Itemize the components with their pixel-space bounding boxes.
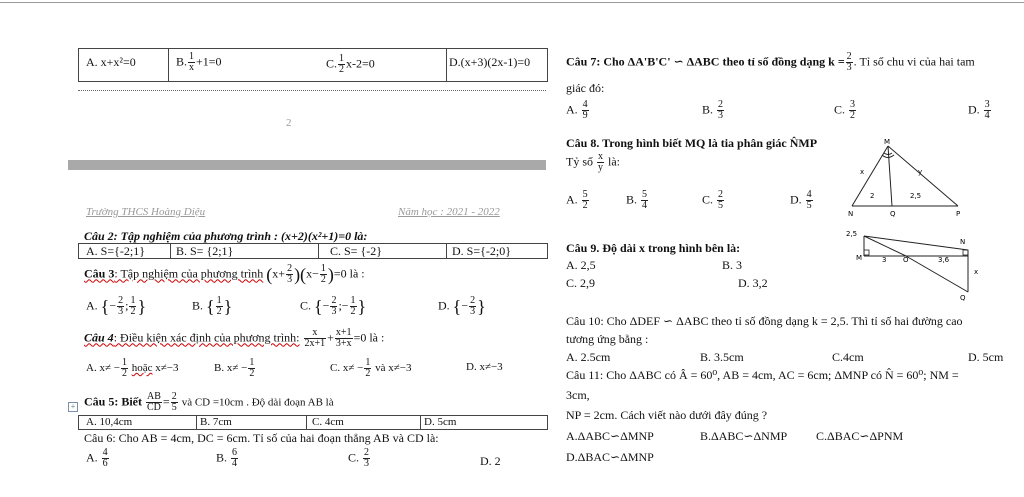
q7-question-line2: giác đó: (566, 81, 605, 95)
q11-option-d: D.ΔBAC∽ΔMNP (566, 450, 654, 464)
table-divider (420, 415, 421, 429)
q10-option-c: C.4cm (832, 350, 864, 364)
q7-question: Câu 7: Cho ΔA'B'C' ∽ ΔABC theo tỉ số đồng dạng k = $\frac{2}{3}$ . Tỉ số chu vi của hai tam (566, 51, 975, 73)
label-m: M (884, 138, 891, 146)
bisector-mq (888, 146, 892, 206)
right-angle-mark (963, 250, 968, 255)
top-border-line (0, 2, 1024, 3)
q6-option-c: C. $\frac{2}{3}$ (348, 447, 370, 469)
q10-question-line2: tương ứng bằng : (566, 332, 649, 346)
q3-option-b: B. { $\frac{1}{2}$ } (192, 295, 233, 317)
q10-option-a: A. 2.5cm (566, 350, 611, 364)
q3-option-a: A. {− $\frac{2}{3}$ ; $\frac{1}{2}$ } (86, 295, 147, 317)
label-o: O (903, 256, 909, 264)
q2-option-d: D. S={-2;0} (452, 244, 511, 258)
label-p: P (956, 210, 961, 218)
q5-question: Câu 5: Biết $\frac{AB}{CD}$ = $\frac{2}{5}$ và CD =10cm . Độ dài đoạn AB là (84, 391, 334, 413)
q4-question: Câu 4: Điều kiện xác định của phương trình: $\frac{x}{2x+1}$ + $\frac{x+1}{3+x}$ =0 là : (84, 327, 385, 349)
segment-mp (888, 146, 958, 206)
q8-option-d: D. $\frac{4}{5}$ (790, 189, 812, 211)
school-header: Trường THCS Hoàng Diệu (86, 206, 206, 218)
q4-option-c: C. x≠ − $\frac{1}{2}$ và x≠−3 (330, 357, 412, 379)
angle-arc-mark (882, 155, 894, 158)
q8-option-b: B. $\frac{5}{4}$ (626, 189, 648, 211)
triangle-figure-2 (840, 222, 986, 306)
q8-option-a: A. $\frac{5}{2}$ (566, 189, 588, 211)
label-q: Q (890, 210, 896, 218)
q5-option-d: D. 5cm (424, 416, 457, 428)
label-q: Q (960, 294, 966, 302)
label-3-6: 3,6 (938, 256, 950, 264)
q8-ratio: Tỷ số $\frac{x}{y}$ là: (566, 151, 620, 173)
table-divider (196, 415, 197, 429)
label-2: 2 (870, 192, 875, 200)
table-divider (168, 48, 169, 81)
q7-option-d: D. $\frac{3}{4}$ (968, 99, 990, 121)
q11-question: Câu 11: Cho ΔABC có Â = 60⁰, AB = 4cm, AC = 6cm; ΔMNP có N̂ = 60⁰; NM = (566, 368, 959, 382)
q5-option-b: B. 7cm (200, 416, 232, 428)
table-divider (318, 243, 319, 258)
table-divider (446, 48, 447, 81)
table-divider (170, 243, 171, 258)
q3-option-d: D. {− $\frac{2}{3}$ } (438, 295, 486, 317)
table-move-handle-icon[interactable]: + (68, 402, 78, 412)
label-3: 3 (882, 256, 887, 264)
q2-title: Câu 2: Tập nghiệm của phương trình : (x+2)(x²+1)=0 là: (84, 229, 368, 243)
q11-option-a: A.ΔABC∽ΔMNP (566, 429, 654, 443)
q6-question: Câu 6: Cho AB = 4cm, DC = 6cm. Tỉ số của hai đoạn thẳng AB và CD là: (84, 431, 439, 445)
dotted-line (78, 90, 546, 91)
q6-option-a: A. $\frac{4}{6}$ (86, 447, 108, 469)
top-option-d: D.(x+3)(2x-1)=0 (449, 55, 531, 69)
q2-option-c: C. S= {-2} (330, 244, 382, 258)
q8-option-c: C. $\frac{2}{5}$ (702, 189, 724, 211)
q9-option-b: B. 3 (722, 258, 743, 272)
table-divider (306, 415, 307, 429)
q4-option-d: D. x≠−3 (466, 361, 503, 373)
label-n: N (848, 210, 854, 218)
triangle-figure-1 (838, 136, 974, 220)
label-y: y (918, 168, 923, 176)
q10-option-d: D. 5cm (968, 350, 1004, 364)
q2-option-a: A. S={-2;1} (86, 244, 145, 258)
q9-option-c: C. 2,9 (566, 276, 596, 290)
q11-question-line3: NP = 2cm. Cách viết nào dưới đây đúng ? (566, 408, 768, 422)
label-2-5: 2,5 (846, 230, 858, 238)
q4-option-b: B. x≠ − $\frac{1}{2}$ (214, 357, 255, 379)
q5-option-c: C. 4cm (312, 416, 344, 428)
year-header: Năm học : 2021 - 2022 (398, 206, 500, 218)
segment-lower-diagonal (906, 256, 968, 292)
q11-question-line2: 3cm, (566, 388, 590, 402)
q3-question: Câu 3: Tập nghiệm của phương trình (x+ $\frac{2}{3}$ )(x− $\frac{1}{2}$ )=0 là : (84, 263, 365, 285)
q10-option-b: B. 3.5cm (700, 350, 744, 364)
q9-option-a: A. 2,5 (566, 258, 596, 272)
q7-option-c: C. $\frac{3}{2}$ (834, 99, 856, 121)
right-angle-mark (864, 250, 869, 255)
label-x: x (860, 168, 865, 176)
q7-option-a: A. $\frac{4}{9}$ (566, 99, 588, 121)
top-option-c: C. $\frac{1}{2}$ x-2=0 (326, 53, 375, 75)
label-x: x (974, 268, 979, 276)
q8-question: Câu 8. Trong hình biết MQ là tia phân giác N̂MP (566, 136, 818, 150)
q9-option-d: D. 3,2 (738, 276, 768, 290)
q11-option-b: B.ΔABC∽ΔNMP (700, 429, 788, 443)
q3-option-c: C. {− $\frac{2}{3}$ ;− $\frac{1}{2}$ } (300, 295, 367, 317)
q6-option-b: B. $\frac{6}{4}$ (216, 447, 238, 469)
q2-option-b: B. S= {2;1} (176, 244, 234, 258)
q7-option-b: B. $\frac{2}{3}$ (702, 99, 724, 121)
label-2-5: 2,5 (910, 192, 922, 200)
label-n: N (960, 238, 966, 246)
table-divider (446, 243, 447, 258)
page-number: 2 (286, 117, 292, 129)
q9-question: Câu 9. Độ dài x trong hình bên là: (566, 241, 741, 255)
q6-option-d: D. 2 (480, 454, 501, 468)
page-separator-band (68, 160, 546, 170)
top-option-b: B. $\frac{1}{x}$ +1=0 (176, 51, 222, 73)
q10-question: Câu 10: Cho ΔDEF ∽ ΔABC theo tỉ số đồng dạng k = 2,5. Thì tỉ số hai đường cao (566, 314, 963, 328)
top-option-a: A. x+x²=0 (86, 55, 136, 69)
q4-option-a: A. x≠ − $\frac{1}{2}$ hoặc x≠−3 (86, 357, 179, 379)
label-m: M (856, 254, 863, 262)
q5-option-a: A. 10,4cm (86, 416, 133, 428)
q11-option-c: C.ΔBAC∽ΔPNM (816, 429, 904, 443)
